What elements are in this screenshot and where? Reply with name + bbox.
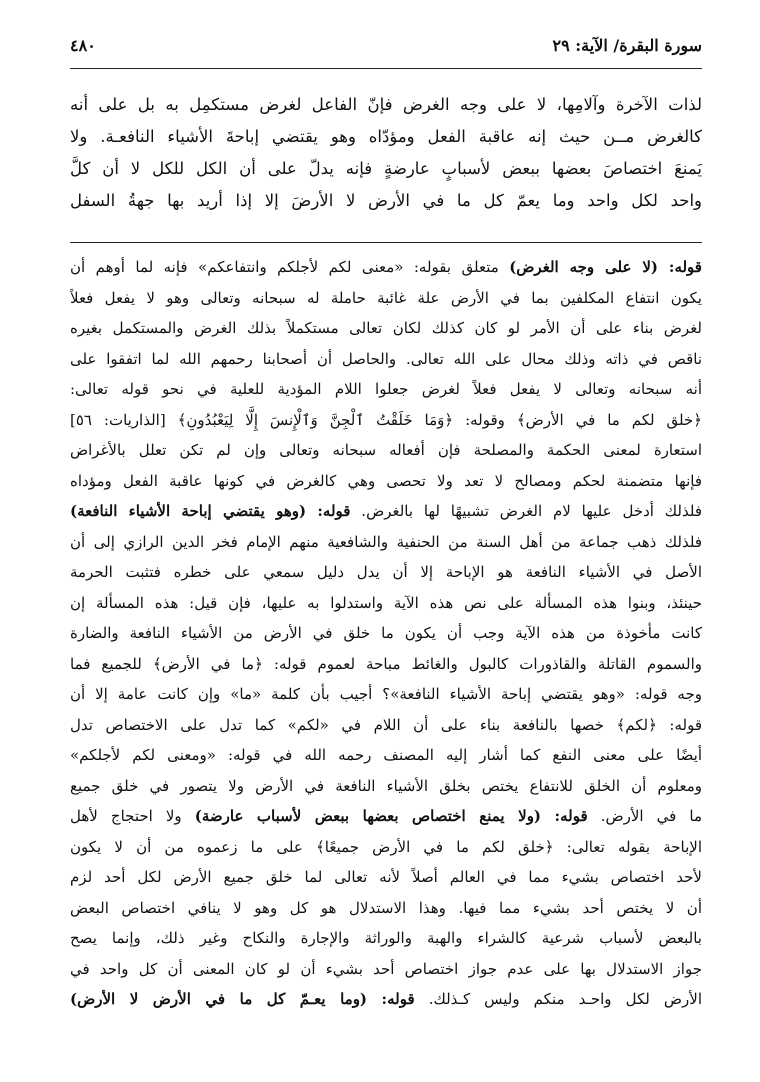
text-segment: كالغرض مــن حيث إنه عاقبة الفعل ومؤدّاه وهو يقتضي إباحةَ الأشياء النافعـة. ولا xyxy=(70,127,702,146)
running-header xyxy=(70,32,702,62)
commentary-line xyxy=(70,252,702,283)
main-text-line xyxy=(70,185,702,217)
text-segment: الأرض لكل واحـد منكم وليس كـذلك. xyxy=(414,990,702,1008)
text-segment: كانت مأخوذة من هذه الآية وجب أن يكون ما خلق في الأرض من الأشياء النافعة والضارة xyxy=(70,624,702,642)
header-rule xyxy=(70,68,702,69)
commentary-line xyxy=(70,374,702,405)
text-segment: استعارة لمعنى الحكمة والمصلحة فإن أفعاله سبحانه وتعالى وإن لم تكن تعلل بالأغراض xyxy=(70,441,702,459)
text-segment: ومعلوم أن الخلق للانتفاع يختص بخلق الأشياء النافعة في الأرض ولا يتصور في خلق جميع xyxy=(70,776,702,795)
text-segment: ما في الأرض. xyxy=(587,807,702,825)
text-segment: أن لا يختص أحد بشيء مما فيها. وهذا الاستدلال هو كل وهو لا ينافي اختصاص البعض xyxy=(70,898,702,917)
text-segment: واحد لكل واحد وما يعمّ كل ما في الأرض لا الأرضَ إلا إذا أريد بها جهةُ السفل xyxy=(70,191,702,210)
commentary-line xyxy=(70,710,702,741)
text-segment: فإنها متضمنة لحكم ومصالح لا تعد ولا تحصى وهي كالغرض في كونها عاقبة الفعل ومؤداه xyxy=(70,471,702,490)
commentary-line xyxy=(70,801,702,832)
commentary-line xyxy=(70,405,702,436)
text-segment: ﴿خلق لكم ما في الأرض﴾ وقوله: ﴿وَمَا خَلَقْتُ ٱلْجِنَّ وَٱلْإِنسَ إِلَّا لِيَعْبُدُونِ﴾ [الذاريات: ٥٦] xyxy=(70,410,702,429)
commentary-line xyxy=(70,435,702,466)
text-segment: ناقص في ذاته وذلك محال على الله تعالى. والحاصل أن أصحابنا رحمهم الله لما اتفقوا على xyxy=(70,349,702,368)
main-text xyxy=(70,89,702,217)
bold-quote-segment: قوله: (لا على وجه الغرض) xyxy=(509,258,702,276)
text-segment: لأحد اختصاص بشيء مما في العالم أصلاً لأنه تعالى لما خلق جميع الأرض لكل أحد لزم xyxy=(70,868,702,886)
commentary-line xyxy=(70,344,702,375)
text-segment: ولا احتجاج لأهل xyxy=(70,807,195,825)
commentary-line xyxy=(70,313,702,344)
bold-quote-segment: قوله: (وهو يقتضي إباحة الأشياء النافعة) xyxy=(70,502,351,520)
text-segment: أنه سبحانه وتعالى لا يفعل فعلاً لغرض جعلوا اللام المؤدية للعلية في نحو قوله تعالى: xyxy=(70,380,702,398)
text-segment: يَمنعَ اختصاصَ بعضها ببعض لأسبابٍ عارضةٍ فإنه يدلّ على أن الكل للكل لا أن كلَّ xyxy=(70,159,702,178)
commentary-line xyxy=(70,923,702,954)
page-number: ٤٨٠ xyxy=(70,36,96,55)
text-segment: لذات الآخرة وآلامِها، لا على وجه الغرض فإنّ الفاعل لغرض مستكمِل به بل على أنه xyxy=(70,95,702,114)
text-segment: قوله: ﴿لكم﴾ خصها بالنافعة بناء على أن اللام في «لكم» كما تدل على الاختصاص تدل xyxy=(70,715,702,734)
commentary-line xyxy=(70,954,702,985)
commentary-line xyxy=(70,466,702,497)
main-text-line xyxy=(70,153,702,185)
text-segment: بالبعض لأسباب شرعية كالشراء والهبة والوراثة والإجارة والنكاح وغير ذلك، وإنما يصح xyxy=(70,929,702,947)
commentary-line xyxy=(70,618,702,649)
text-segment: حينئذ، وبنوا هذه المسألة على نص هذه الآية واستدلوا به عليها، فإن قيل: هذه المسألة إن xyxy=(70,593,702,612)
commentary-line xyxy=(70,862,702,893)
surah-verse-title: سورة البقرة/ الآية: ٢٩ xyxy=(552,36,702,55)
text-segment: الإباحة بقوله تعالى: ﴿خلق لكم ما في الأرض جميعًا﴾ على ما زعموه من أن لا يكون xyxy=(70,837,702,856)
footnote-separator xyxy=(70,242,702,243)
commentary-line xyxy=(70,496,702,527)
commentary-line xyxy=(70,588,702,619)
text-segment: الأصل في الأشياء النافعة هو الإباحة إلا أن يدل دليل سمعي على خطره فتثبت الحرمة xyxy=(70,563,702,581)
main-text-line xyxy=(70,121,702,153)
text-segment: لغرض بناء على أن الأمر لو كان كذلك لكان تعالى مستكملاً بذلك الغرض والمستكمل بغيره xyxy=(70,319,702,337)
commentary-line xyxy=(70,771,702,802)
text-segment: جواز الاستدلال بها على عدم جواز اختصاص أحد بشيء أن لو كان المعنى أن كل واحد في xyxy=(70,959,702,978)
bold-quote-segment: قوله: (ولا يمنع اختصاص بعضها ببعض لأسباب عارضة) xyxy=(194,807,588,825)
commentary-line xyxy=(70,893,702,924)
commentary-line xyxy=(70,984,702,1015)
text-segment: والسموم القاتلة والقاذورات كالبول والغائط مباحة لعموم قوله: ﴿ما في الأرض﴾ للجميع فما xyxy=(70,654,702,673)
text-segment: فلذلك ذهب جماعة من أهل السنة من الحنفية والشافعية منهم الإمام فخر الدين الرازي إلى أن xyxy=(70,532,702,551)
commentary-line xyxy=(70,527,702,558)
text-segment: أيضًا على معنى النفع كما أشار إليه المصنف رحمه الله في قوله: «ومعنى لكم لأجلكم» xyxy=(70,746,702,764)
bold-quote-segment: قوله: (وما يعـمّ كل ما في الأرض لا الأرض) xyxy=(70,990,415,1008)
commentary-line xyxy=(70,679,702,710)
text-segment: وجه قوله: «وهو يقتضي إباحة الأشياء النافعة»؟ أجيب بأن كلمة «ما» وإن كانت عامة إلا أن xyxy=(70,685,702,703)
commentary-line xyxy=(70,283,702,314)
commentary-text xyxy=(70,252,702,1015)
commentary-line xyxy=(70,740,702,771)
main-text-line xyxy=(70,89,702,121)
text-segment: يكون انتفاع المكلفين بما في الأرض علة غائبة حاملة له سبحانه وتعالى وهو لا يفعل فعلاً xyxy=(70,288,702,307)
commentary-line xyxy=(70,832,702,863)
commentary-line xyxy=(70,557,702,588)
commentary-line xyxy=(70,649,702,680)
text-segment: فلذلك أدخل عليها لام الغرض تشبيهًا لها بالغرض. xyxy=(350,502,702,520)
text-segment: متعلق بقوله: «معنى لكم لأجلكم وانتفاعكم» فإنه لما أوهم أن xyxy=(70,258,510,276)
